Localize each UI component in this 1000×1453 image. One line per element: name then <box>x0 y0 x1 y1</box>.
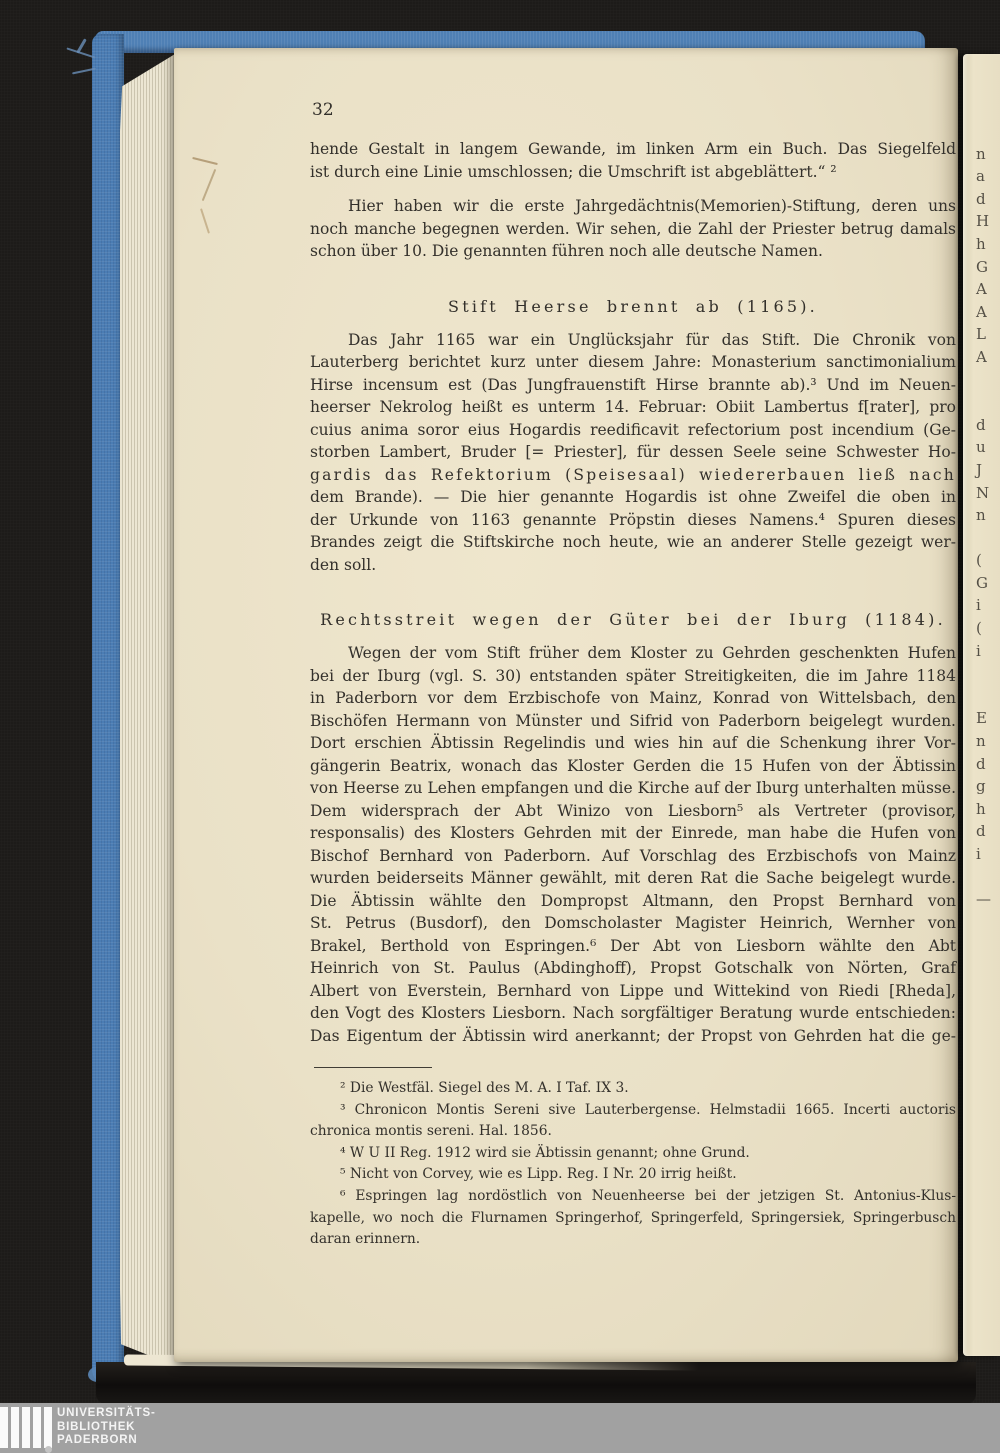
page-fragment-char: u <box>976 438 986 457</box>
page-fragment-char: A <box>976 347 987 366</box>
text-line: heerser Nekrolog heißt es unterm 14. Februar: Obiit Lambertus f[rater], pro <box>310 398 956 416</box>
page-fragment-char: i <box>976 845 981 863</box>
page-fragment-char: H <box>976 212 990 231</box>
text-line: St. Petrus (Busdorf), den Domscholaster Magister Heinrich, Wernher von <box>310 914 956 932</box>
page-fragment-char: A <box>976 302 987 321</box>
page-fragment-char: E <box>976 709 987 728</box>
text-line: in Paderborn vor dem Erzbischofe von Mainz, Konrad von Wittelsbach, den <box>310 689 956 707</box>
text-line: ⁵ Nicht von Corvey, wie es Lipp. Reg. I Nr. 20 irrig heißt. <box>340 1166 737 1183</box>
page-fragment-char: G <box>976 573 988 592</box>
page-fragment-char: h <box>976 234 986 253</box>
page-fragment-char <box>976 391 1000 414</box>
text-line: der Urkunde von 1163 genannte Pröpstin dieses Namens.⁴ Spuren dieses <box>310 510 956 529</box>
book-page <box>174 48 958 1362</box>
text-line: Albert von Everstein, Bernhard von Lippe und Wittekind von Riedi [Rheda], <box>310 981 956 1000</box>
page-fragment-char: d <box>976 822 986 841</box>
page-fragment-char: d <box>976 415 986 434</box>
text-line: responsalis) des Klosters Gehrden mit der Einrede, man habe die Hufen von <box>310 824 956 842</box>
text-line: chronica montis sereni. Hal. 1856. <box>310 1123 552 1140</box>
paragraph <box>310 195 956 263</box>
text-line: gardis das Refektorium (Speisesaal) wiedererbauen ließ nach <box>310 465 956 484</box>
text-line: ² Die Westfäl. Siegel des M. A. I Taf. IX 3. <box>340 1080 629 1096</box>
text-line: Wegen der vom Stift früher dem Kloster zu Gehrden geschenkten Hufen <box>348 644 956 662</box>
text-line: Dem widersprach der Abt Winizo von Liesborn⁵ als Vertreter (provisor, <box>310 801 956 820</box>
text-line: Hirse incensum est (Das Jungfrauenstift Hirse brannte ab).³ Und im Neuen- <box>310 375 956 394</box>
page-fragment-char <box>976 662 1000 685</box>
text-line: Brandes zeigt die Stiftskirche noch heute, wie an anderer Stelle gezeigt wer- <box>310 533 956 551</box>
page-fragment-char <box>976 933 1000 956</box>
logo-bar <box>44 1407 52 1448</box>
page-fragment-char: g <box>976 777 986 796</box>
text-line: kapelle, wo noch die Flurnamen Springerhof, Springerfeld, Springersiek, Springerbusch <box>310 1209 956 1226</box>
text-line: ⁴ W U II Reg. 1912 wird sie Äbtissin genannt; ohne Grund. <box>340 1144 750 1161</box>
logo-dot-icon <box>45 1446 52 1453</box>
library-banner <box>0 1403 1000 1453</box>
footnote <box>310 1078 956 1100</box>
text-line: Die Äbtissin wählte den Dompropst Altmann, den Propst Bernhard von <box>310 891 956 910</box>
footnote <box>310 1100 956 1143</box>
page-fragment-char: G <box>976 257 988 276</box>
library-name-line: UNIVERSITÄTS- <box>57 1407 156 1419</box>
next-page-text-fragments <box>976 120 1000 1024</box>
text-line: noch manche begegnen werden. Wir sehen, die Zahl der Priester betrug damals <box>310 219 956 238</box>
page-fragment-char <box>976 911 1000 934</box>
page-fragment-char <box>976 979 1000 1002</box>
page-fragment-char: N <box>976 483 990 502</box>
text-line: dem Brande). — Die hier genannte Hogardis ist ohne Zweifel die oben in <box>310 488 956 506</box>
page-fragment-char <box>976 956 1000 979</box>
text-line: Heinrich von St. Paulus (Abdinghoff), Propst Gotschalk von Nörten, Graf <box>310 959 956 977</box>
section-heading: Rechtsstreit wegen der Güter bei der Iburg (1184). <box>320 610 946 629</box>
text-line: gängerin Beatrix, wonach das Kloster Gerden die 15 Hufen von der Äbtissin <box>310 756 956 775</box>
text-line: Dort erschien Äbtissin Regelindis und wies hin auf die Schenkung ihrer Vor- <box>310 734 956 752</box>
paragraph <box>310 642 956 1047</box>
logo-bar <box>22 1407 30 1448</box>
text-line: von Heerse zu Lehen empfangen und die Kirche auf der Iburg unterhalten müsse. <box>310 779 956 797</box>
text-line: Brakel, Berthold von Espringen.⁶ Der Abt von Liesborn wählte den Abt <box>310 936 956 955</box>
book-cover-spine <box>92 34 124 1384</box>
logo-bar <box>11 1407 19 1448</box>
footnote <box>310 1164 956 1186</box>
text-line: Das Jahr 1165 war ein Unglücksjahr für das Stift. Die Chronik von <box>348 330 956 349</box>
page-blemish <box>202 169 217 201</box>
page-edge-stack <box>120 52 174 1368</box>
text-line: Das Eigentum der Äbtissin wird anerkannt; der Propst von Gehrden hat die ge- <box>310 1026 956 1045</box>
logo-bar <box>33 1407 41 1448</box>
text-line: schon über 10. Die genannten führen noch alle deutsche Namen. <box>310 242 823 260</box>
page-fragment-char: h <box>976 799 986 818</box>
text-line: Lauterberg berichtet kurz unter diesem Jahre: Monasterium sanctimonialium <box>310 353 956 371</box>
page-fragment-char <box>976 866 1000 889</box>
page-fragment-char <box>976 527 1000 550</box>
library-name-line: BIBLIOTHEK <box>57 1420 136 1433</box>
text-line: ist durch eine Linie umschlossen; die Umschrift ist abgeblättert.“ ² <box>310 162 837 181</box>
library-name <box>57 1407 156 1448</box>
page-fragment-char <box>976 369 1000 392</box>
text-line: cuius anima soror eius Hogardis reedificavit refectorium post incendium (Ge- <box>310 420 956 439</box>
page-fragment-char: d <box>976 754 986 773</box>
page-fragment-char: ( <box>976 551 982 570</box>
paragraph <box>310 138 956 183</box>
page-number: 32 <box>312 100 334 120</box>
text-line: storben Lambert, Bruder [= Priester], für dessen Seele seine Schwester Ho- <box>310 443 956 461</box>
text-line: ⁶ Espringen lag nordöstlich von Neuenheerse bei der jetzigen St. Antonius-Klus- <box>340 1187 956 1204</box>
page-fragment-char <box>976 120 1000 143</box>
page-fragment-char: a <box>976 167 985 186</box>
text-column <box>310 48 956 1251</box>
logo-bar <box>0 1407 8 1448</box>
text-line: daran erinnern. <box>310 1231 421 1248</box>
page-fragment-char: i <box>976 641 981 660</box>
page-fragment-char: n <box>976 144 986 163</box>
page-fragment-char <box>976 685 1000 708</box>
text-line: Bischöfen Hermann von Münster und Sifrid von Paderborn beigelegt wurden. <box>310 711 956 730</box>
text-line: Bischof Bernhard von Paderborn. Auf Vorschlag des Erzbischofs von Mainz <box>310 846 956 865</box>
text-line: hende Gestalt in langem Gewande, im linken Arm ein Buch. Das Siegelfeld <box>310 140 956 158</box>
footnote-separator <box>314 1067 432 1068</box>
page-fragment-char <box>976 1001 1000 1024</box>
text-line: Hier haben wir die erste Jahrgedächtnis(Memorien)-Stiftung, deren uns <box>348 197 956 215</box>
page-fragment-char: — <box>976 890 991 909</box>
page-fragment-char: i <box>976 596 981 615</box>
page-fragment-char: J <box>976 460 983 479</box>
text-line: bei der Iburg (vgl. S. 30) entstanden später Streitigkeiten, die im Jahre 1184 <box>310 666 956 685</box>
page-fragment-char: d <box>976 189 986 208</box>
paragraph <box>310 329 956 577</box>
footnote <box>310 1186 956 1251</box>
page-fragment-char: ( <box>976 619 982 638</box>
next-page-edge <box>963 54 1000 1356</box>
text-line: wurden beiderseits Männer gewählt, mit deren Rat die Sache beigelegt wurde. <box>310 869 956 887</box>
page-fragment-char: A <box>976 280 987 299</box>
page-fragment-char: n <box>976 732 986 751</box>
page-blemish <box>200 208 210 233</box>
text-line: den Vogt des Klosters Liesborn. Nach sorgfältiger Beratung wurde entschieden: <box>310 1004 956 1022</box>
section-heading: Stift Heerse brennt ab (1165). <box>448 296 818 316</box>
page-fragment-char: n <box>976 506 986 525</box>
library-name-line: PADERBORN <box>57 1434 138 1446</box>
text-line: ³ Chronicon Montis Sereni sive Lauterbergense. Helmstadii 1665. Incerti auctoris <box>340 1101 956 1118</box>
footnote <box>310 1143 956 1165</box>
page-fragment-char: L <box>976 325 986 344</box>
page-blemish <box>192 157 218 165</box>
text-line: den soll. <box>310 555 377 574</box>
